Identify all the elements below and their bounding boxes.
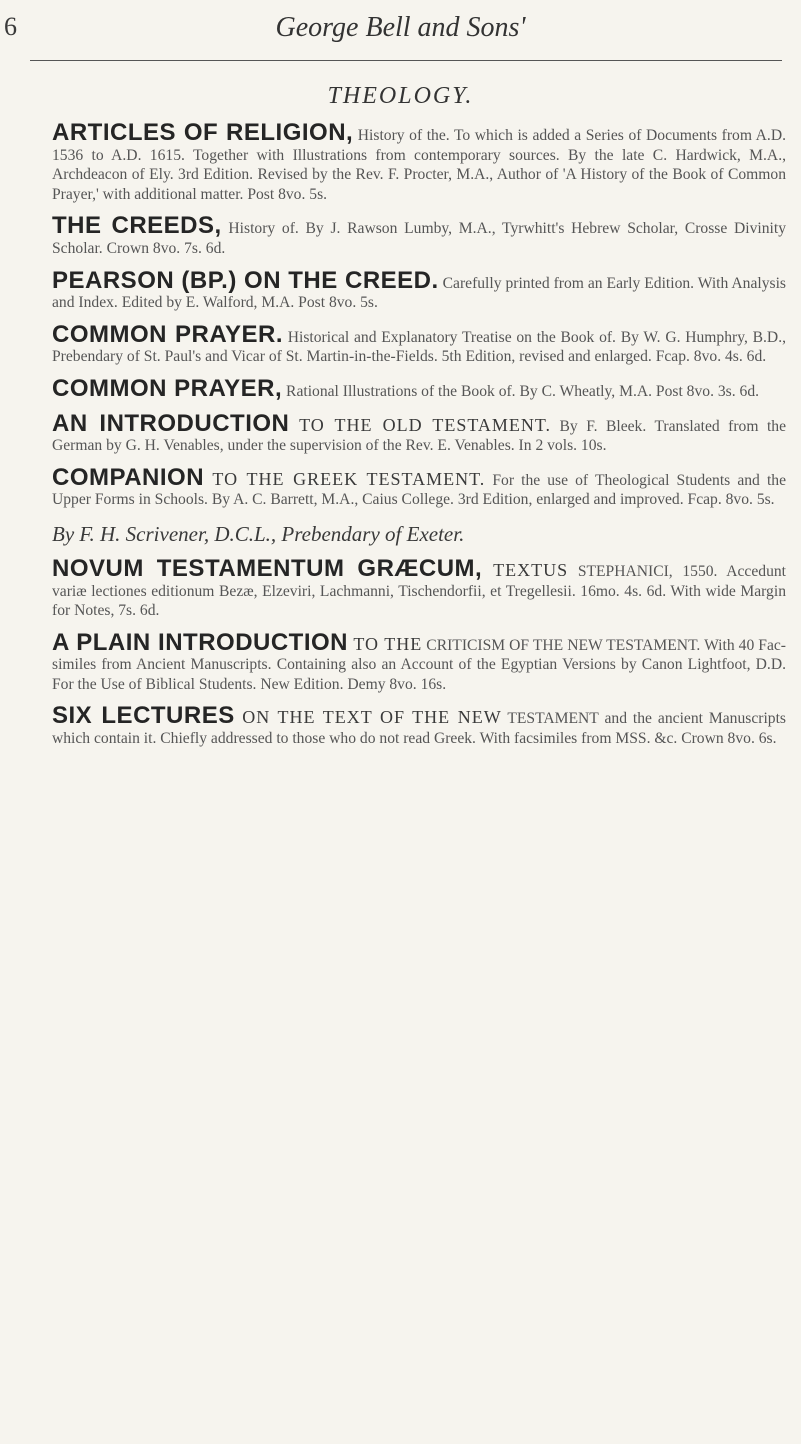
entry-companion-greek-testament bbox=[52, 463, 786, 510]
author-heading: By F. H. Scrivener, D.C.L., Prebendary of Exeter. bbox=[52, 521, 465, 546]
entry-body: Rational Illustrations of the Book of. By C. Wheatly, M.A. Post 8vo. 3s. 6d. bbox=[282, 382, 760, 400]
entry-title: A PLAIN INTRODUCTION bbox=[52, 628, 349, 656]
entry-six-lectures bbox=[52, 702, 786, 748]
running-title: George Bell and Sons' bbox=[275, 12, 526, 43]
entry-introduction-old-testament bbox=[52, 409, 786, 456]
entry-body: History of the. To which is added a Series of Documents from A.D. 1536 to A.D. 1615. Together with Illustrations from contemporary sources. By the late C. Hardwick, M.A., Archdeacon of Ely. 3rd Edition. Revised by the Rev. F. Procter, M.A., Author of 'A History of the Book of Common Prayer,' with additional matter. Post 8vo. 5s. bbox=[52, 127, 786, 203]
entry-title: COMMON PRAYER. bbox=[52, 320, 283, 348]
entry-title: PEARSON (BP.) ON THE CREED. bbox=[52, 266, 439, 294]
page-number: 6 bbox=[4, 12, 17, 41]
entry-articles-of-religion bbox=[52, 119, 786, 204]
entry-body: By F. Bleek. Translated from the German by G. H. Venables, under the supervision of the Rev. E. Venables. In 2 vols. 10s. bbox=[52, 417, 786, 455]
entry-body: TESTAMENT and the ancient Manuscripts which contain it. Chiefly addressed to those who do not read Greek. With facsimiles from MSS. &c. Crown 8vo. 6s. bbox=[52, 710, 786, 748]
entry-body: For the use of Theological Students and the Upper Forms in Schools. By A. C. Barrett, M.A., Caius College. 3rd Edition, enlarged and improved. Fcap. 8vo. 5s. bbox=[52, 471, 786, 509]
entry-lead: TEXTUS bbox=[482, 559, 569, 580]
running-head bbox=[0, 12, 801, 48]
entry-title: COMMON PRAYER, bbox=[52, 374, 283, 402]
entry-body: Historical and Explanatory Treatise on the Book of. By W. G. Humphry, B.D., Prebendary of St. Paul's and Vicar of St. Martin-in-the-Fields. 5th Edition, revised and enlarged. Fcap. 8vo. 4s. 6d. bbox=[52, 328, 786, 366]
entry-body: CRITICISM OF THE NEW TESTAMENT. With 40 Fac-similes from Ancient Manuscripts. Containing also an Account of the Egyptian Versions by Canon Lightfoot, D.D. For the Use of Biblical Students. New Edition. Demy 8vo. 16s. bbox=[52, 636, 786, 693]
entry-body: STEPHANICI, 1550. Accedunt variæ lectiones editionum Bezæ, Elzeviri, Lachmanni, Tischendorfii, et Tregellesii. 16mo. 4s. 6d. With wide Margin for Notes, 7s. 6d. bbox=[52, 562, 786, 620]
entry-the-creeds bbox=[52, 212, 786, 258]
entry-body: Carefully printed from an Early Edition. With Analysis and Index. Edited by E. Walford, M.A. Post 8vo. 5s. bbox=[52, 274, 786, 312]
section-heading: THEOLOGY. bbox=[327, 83, 474, 109]
entry-title: AN INTRODUCTION bbox=[52, 409, 290, 437]
entry-title: SIX LECTURES bbox=[52, 702, 235, 730]
header-rule bbox=[30, 60, 782, 61]
entry-lead: ON THE TEXT OF THE NEW bbox=[234, 707, 502, 728]
entry-title: THE CREEDS, bbox=[52, 212, 222, 240]
entry-title: NOVUM TESTAMENTUM GRÆCUM, bbox=[52, 554, 483, 582]
entry-plain-introduction bbox=[52, 628, 786, 695]
entry-lead: TO THE OLD TESTAMENT. bbox=[289, 414, 552, 435]
entry-lead: TO THE GREEK TESTAMENT. bbox=[204, 468, 486, 489]
entry-list bbox=[52, 119, 786, 761]
entry-title: ARTICLES OF RELIGION, bbox=[52, 119, 354, 146]
entry-pearson-on-the-creed bbox=[52, 266, 786, 313]
entry-lead: TO THE bbox=[348, 633, 423, 654]
entry-title: COMPANION bbox=[52, 463, 205, 491]
entry-body: History of. By J. Rawson Lumby, M.A., Tyrwhitt's Hebrew Scholar, Crosse Divinity Scholar. Crown 8vo. 7s. 6d. bbox=[52, 220, 786, 257]
entry-novum-testamentum bbox=[52, 554, 786, 621]
entry-common-prayer-humphry bbox=[52, 320, 786, 367]
entry-common-prayer-wheatly bbox=[52, 374, 786, 402]
